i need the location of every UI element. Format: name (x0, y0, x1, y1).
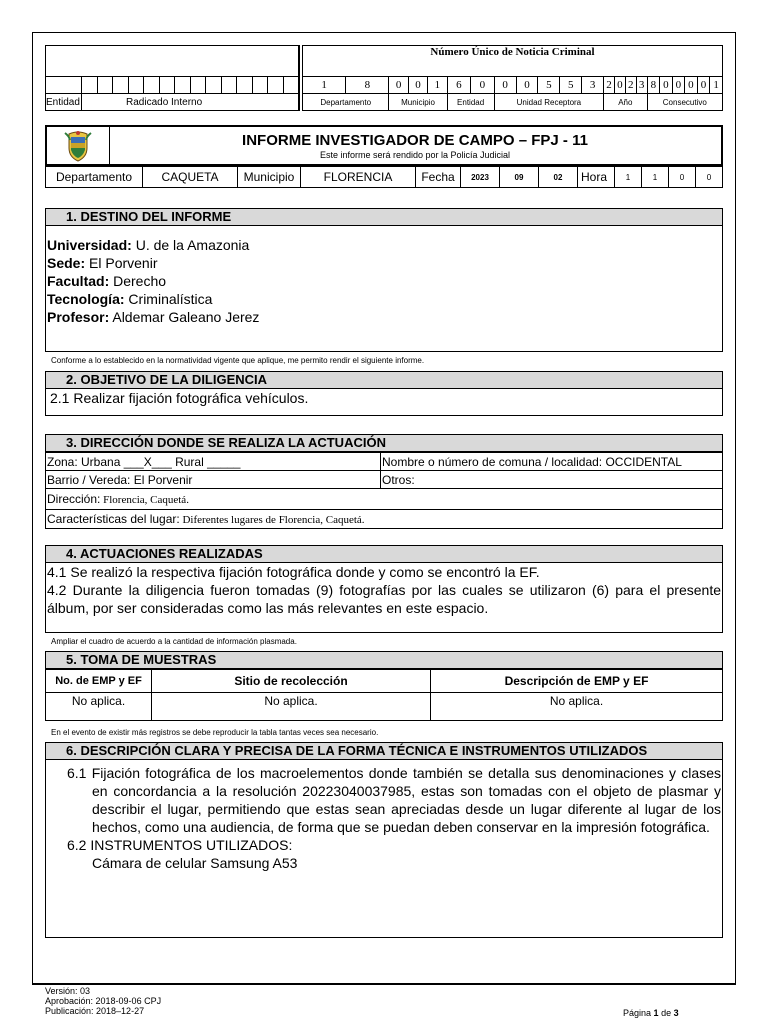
noticia-criminal-table (45, 45, 723, 111)
footer-publicacion: Publicación: 2018–12-27 (45, 1006, 145, 1016)
fecha-label: Fecha (416, 167, 461, 188)
section-5-header: 5. TOMA DE MUESTRAS (45, 651, 723, 669)
report-subtitle: Este informe será rendido por la Policía Judicial (319, 150, 511, 160)
digit: 2 (604, 77, 615, 94)
digit: 0 (697, 77, 710, 94)
digit: 0 (494, 77, 516, 94)
hora-label: Hora (578, 167, 615, 188)
digit: 3 (582, 77, 604, 94)
noticia-criminal-label: Número Único de Noticia Criminal (303, 46, 723, 77)
section-2-body: 2.1 Realizar fijación fotográfica vehículos. (45, 389, 723, 416)
departamento-label: Departamento (46, 167, 143, 188)
section-6-body (45, 760, 723, 938)
muestras-header-sitio: Sitio de recolección (152, 670, 431, 693)
digit: 6 (447, 77, 471, 94)
departamento-value: CAQUETA (143, 167, 238, 188)
unidad-receptora-label: Unidad Receptora (494, 94, 603, 111)
footer-meta (45, 986, 161, 1016)
hora-digit: 0 (696, 167, 723, 188)
digit: 0 (389, 77, 408, 94)
muestras-cell: No aplica. (46, 693, 152, 721)
digit: 5 (538, 77, 560, 94)
facultad-line: Facultad: Derecho (47, 273, 167, 289)
digit: 5 (560, 77, 582, 94)
digit: 0 (408, 77, 427, 94)
section-4-note: Ampliar el cuadro de acuerdo a la cantidad de información plasmada. (51, 637, 297, 646)
fecha-year: 2023 (461, 167, 500, 188)
digit: 0 (471, 77, 495, 94)
muestras-header-descripcion: Descripción de EMP y EF (431, 670, 723, 693)
digit: 8 (647, 77, 660, 94)
municipio-code-label: Municipio (389, 94, 447, 111)
fecha-month: 09 (500, 167, 539, 188)
section-3-header: 3. DIRECCIÓN DONDE SE REALIZA LA ACTUACIÓN (45, 434, 723, 452)
digit: 2 (625, 77, 636, 94)
anio-label: Año (604, 94, 647, 111)
tecnologia-line: Tecnología: Criminalística (47, 291, 213, 307)
entidad-label: Entidad (46, 94, 82, 111)
title-box (45, 125, 723, 166)
page-number: Página 1 de 3 (623, 1008, 679, 1018)
fecha-day: 02 (539, 167, 578, 188)
zona-field: Zona: Urbana ___X___ Rural _____ (46, 453, 381, 471)
entidad-code-label: Entidad (447, 94, 494, 111)
hora-digit: 0 (669, 167, 696, 188)
report-title: INFORME INVESTIGADOR DE CAMPO – FPJ - 11 (242, 132, 588, 149)
universidad-line: Universidad: U. de la Amazonia (47, 237, 250, 253)
actuacion-4-1: 4.1 Se realizó la respectiva fijación fotográfica donde y como se encontró la EF. (47, 564, 540, 580)
section-6-header: 6. DESCRIPCIÓN CLARA Y PRECISA DE LA FORMA TÉCNICA E INSTRUMENTOS UTILIZADOS (45, 742, 723, 760)
hora-digit: 1 (642, 167, 669, 188)
actuacion-4-2: 4.2 Durante la diligencia fueron tomadas (9) fotografías por las cuales se utilizaron (6) para el presente álbum, por ser consideradas como las más relevantes en este espacio. (47, 582, 721, 616)
section-2-header: 2. OBJETIVO DE LA DILIGENCIA (45, 371, 723, 389)
digit: 1 (710, 77, 723, 94)
section-3-table (45, 452, 723, 529)
section-1-note: Conforme a lo establecido en la normatividad vigente que aplique, me permito rendir el siguiente informe. (51, 356, 425, 365)
departamento-code-label: Departamento (303, 94, 389, 111)
radicado-label: Radicado Interno (82, 94, 299, 111)
digit: 0 (516, 77, 538, 94)
digit: 1 (428, 77, 447, 94)
direccion-field: Dirección: Florencia, Caquetá. (46, 489, 723, 510)
section-1-header: 1. DESTINO DEL INFORME (45, 208, 723, 226)
digit: 1 (303, 77, 346, 94)
descripcion-6-2: 6.2 INSTRUMENTOS UTILIZADOS: (67, 837, 293, 853)
digit: 0 (614, 77, 625, 94)
muestras-cell: No aplica. (152, 693, 431, 721)
descripcion-6-1: 6.1 Fijación fotográfica de los macroelementos donde también se detalla sus denominaciones y clases en concordancia a la resolución 20223040037985, estas son tomadas con el objeto de plasmar y describir el lugar, permitiendo que estas sean apreciadas desde un lugar diferente al lugar de los hechos, como una audiencia, de forma que se puedan deben conservar en la impresión fotográfica. (67, 765, 721, 835)
muestras-header-emp: No. de EMP y EF (46, 670, 152, 693)
otros-field: Otros: (381, 471, 723, 489)
barrio-field: Barrio / Vereda: El Porvenir (46, 471, 381, 489)
muestras-cell: No aplica. (431, 693, 723, 721)
footer-aprobacion: Aprobación: 2018-09-06 CPJ (45, 996, 162, 1006)
location-table (45, 166, 723, 188)
section-4-header: 4. ACTUACIONES REALIZADAS (45, 545, 723, 563)
digit: 0 (660, 77, 673, 94)
digit: 0 (685, 77, 698, 94)
muestras-table (45, 669, 723, 721)
municipio-label: Municipio (238, 167, 301, 188)
digit: 0 (672, 77, 685, 94)
comuna-field: Nombre o número de comuna / localidad: OCCIDENTAL (381, 453, 723, 471)
footer-version: Versión: 03 (45, 986, 91, 996)
section-1-body (45, 226, 723, 352)
profesor-line: Profesor: Aldemar Galeano Jerez (47, 309, 260, 325)
section-4-body (45, 563, 723, 633)
page-bottom-rule (32, 983, 736, 985)
descripcion-6-3: Cámara de celular Samsung A53 (92, 855, 298, 871)
digit: 3 (636, 77, 647, 94)
section-5-note: En el evento de existir más registros se debe reproducir la tabla tantas veces sea necesario. (51, 728, 379, 737)
municipio-value: FLORENCIA (301, 167, 416, 188)
caracteristicas-field: Características del lugar: Diferentes lugares de Florencia, Caquetá. (46, 510, 723, 529)
colombia-coat-of-arms-icon (47, 127, 110, 164)
hora-digit: 1 (615, 167, 642, 188)
sede-line: Sede: El Porvenir (47, 255, 158, 271)
digit: 8 (346, 77, 389, 94)
consecutivo-label: Consecutivo (647, 94, 722, 111)
